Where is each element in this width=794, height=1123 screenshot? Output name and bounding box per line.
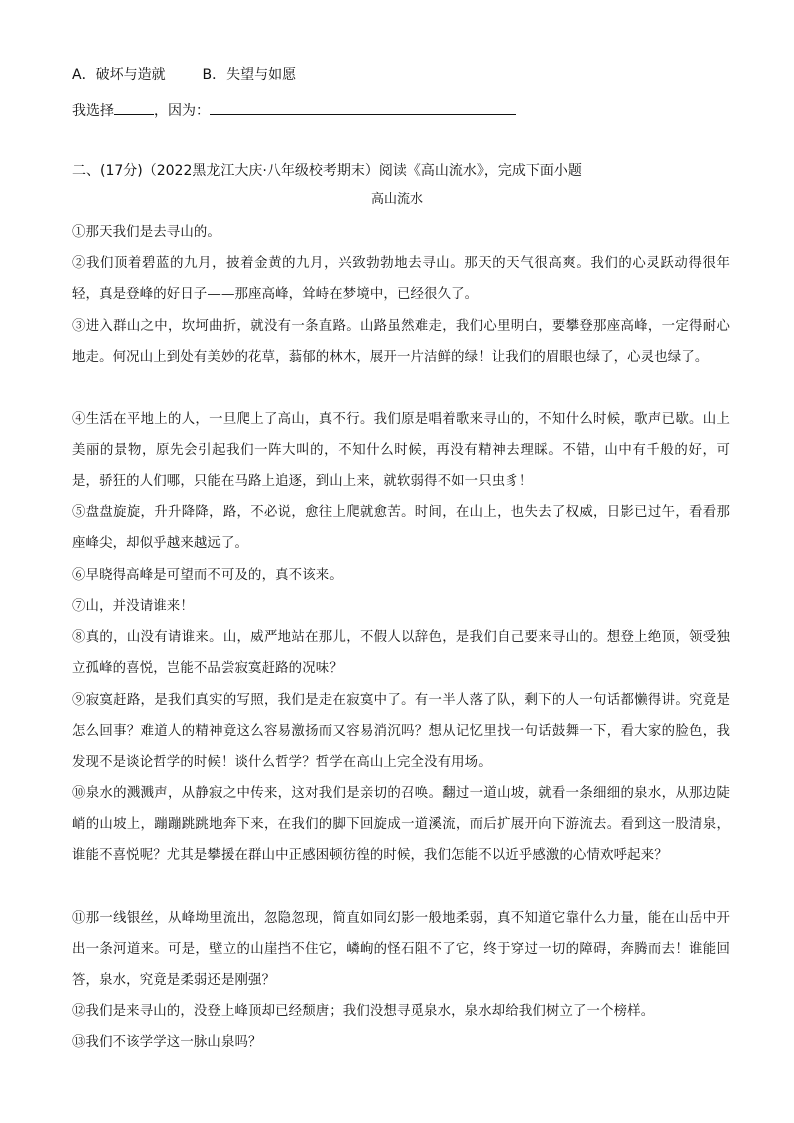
choice-blank[interactable] [114, 100, 154, 115]
reason-blank[interactable] [210, 100, 516, 115]
option-b: B．失望与如愿 [202, 67, 297, 83]
paragraph-1: ①那天我们是去寻山的。 [72, 225, 221, 240]
choice-middle: ，因为： [154, 103, 210, 119]
paragraph-13: ⑬我们不该学学这一脉山泉吗？ [72, 1035, 262, 1050]
choice-line [72, 100, 516, 120]
paragraph-11: ⑪那一线银丝，从峰坳里流出，忽隐忽现，简直如同幻影一般地柔弱，真不知道它靠什么力量，能在山岳中开出一条河道来。可是，壁立的山崖挡不住它，嶙峋的怪石阻不了它，终于穿过一切的障碍，奔腾而去！谁能回答，泉水，究竟是柔弱还是刚强？ [72, 911, 730, 988]
choice-prefix: 我选择 [72, 103, 114, 119]
paragraph-9: ⑨寂寞赶路，是我们真实的写照，我们是走在寂寞中了。有一半人落了队，剩下的人一句话都懒得讲。究竟是怎么回事？难道人的精神竟这么容易激扬而又容易消沉吗？想从记忆里找一句话鼓舞一下，看大家的脸色，我发现不是谈论哲学的时候！谈什么哲学？哲学在高山上完全没有用场。 [72, 693, 730, 770]
paragraph-10: ⑩泉水的溅溅声，从静寂之中传来，这对我们是亲切的召唤。翻过一道山坡，就看一条细细的泉水，从那边陡峭的山坡上，蹦蹦跳跳地奔下来，在我们的脚下回旋成一道溪流，而后扩展开向下游流去。看到这一股清泉，谁能不喜悦呢？尤其是攀援在群山中正感困顿彷徨的时候，我们怎能不以近乎感激的心情欢呼起来？ [72, 786, 730, 863]
section-header: 二、(17分)（2022黑龙江大庆·八年级校考期末）阅读《高山流水》，完成下面小题 [72, 163, 582, 179]
option-a: A．破坏与造就 [72, 67, 166, 83]
paragraph-2: ②我们顶着碧蓝的九月，披着金黄的九月，兴致勃勃地去寻山。那天的天气很高爽。我们的心灵跃动得很年轻，真是登峰的好日子——那座高峰，耸峙在梦境中，已经很久了。 [72, 256, 730, 302]
options-line [72, 66, 296, 84]
paragraph-4: ④生活在平地上的人，一旦爬上了高山，真不行。我们原是唱着歌来寻山的，不知什么时候，歌声已歇。山上美丽的景物，原先会引起我们一阵大叫的，不知什么时候，再没有精神去理睬。不错，山中有千般的好，可是，骄狂的人们哪，只能在马路上追逐，到山上来，就软弱得不如一只虫豸！ [72, 412, 730, 489]
paragraph-6: ⑥早晓得高峰是可望而不可及的，真不该来。 [72, 568, 343, 583]
paragraph-7: ⑦山，并没请谁来！ [72, 599, 194, 614]
article-title: 高山流水 [370, 192, 423, 207]
paragraph-8: ⑧真的，山没有请谁来。山，威严地站在那儿，不假人以辞色，是我们自己要来寻山的。想登上绝顶，领受独立孤峰的喜悦，岂能不品尝寂寞赶路的况味？ [72, 630, 730, 676]
paragraph-3: ③进入群山之中，坎坷曲折，就没有一条直路。山路虽然难走，我们心里明白，要攀登那座高峰，一定得耐心地走。何况山上到处有美妙的花草，蓊郁的林木，展开一片洁鲜的绿！让我们的眉眼也绿了，心灵也绿了。 [72, 319, 730, 365]
paragraph-12: ⑫我们是来寻山的，没登上峰顶却已经颓唐；我们没想寻觅泉水，泉水却给我们树立了一个榜样。 [72, 1004, 655, 1019]
paragraph-5: ⑤盘盘旋旋，升升降降，路，不必说，愈往上爬就愈苦。时间，在山上，也失去了权威，日影已过午，看看那座峰尖，却似乎越来越远了。 [72, 505, 730, 551]
